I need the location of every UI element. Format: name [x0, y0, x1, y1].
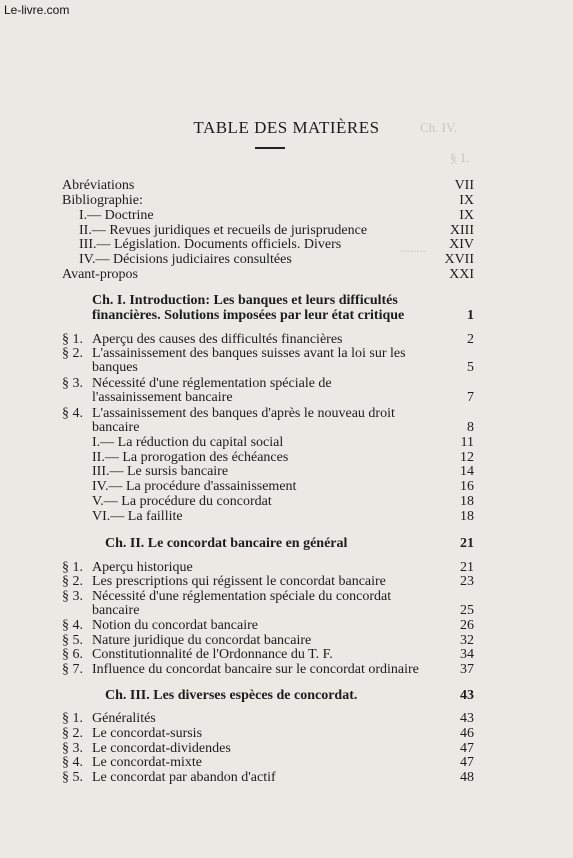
section-symbol: § 1.	[62, 560, 83, 575]
toc-entry	[0, 208, 573, 224]
toc-entry-text: Abréviations	[62, 178, 135, 193]
toc-page-number: IX	[459, 193, 474, 208]
toc-page-number: 5	[467, 360, 474, 375]
toc-entry-text: II.— La prorogation des échéances	[92, 450, 289, 465]
toc-page-number: XVII	[444, 252, 474, 267]
toc-entry-text: L'assainissement des banques suisses avant la loi sur les	[92, 346, 406, 361]
toc-entry-text: IV.— La procédure d'assainissement	[92, 479, 297, 494]
toc-page-number: 47	[460, 755, 474, 770]
toc-entry	[0, 390, 573, 406]
toc-entry-text: L'assainissement des banques d'après le nouveau droit	[92, 406, 395, 421]
toc-page-number: XIII	[449, 223, 474, 238]
toc-page-number: 47	[460, 741, 474, 756]
toc-page-number: 37	[460, 662, 474, 677]
toc-page-number: IX	[459, 208, 474, 223]
section-symbol: § 1.	[62, 332, 83, 347]
toc-page-number: 11	[460, 435, 474, 450]
section-symbol: § 3.	[62, 741, 83, 756]
toc-entry-text: Ch. II. Le concordat bancaire en général	[105, 536, 348, 551]
toc-page-number: 8	[467, 420, 474, 435]
toc-page-number: 26	[460, 618, 474, 633]
toc-page-number: VII	[454, 178, 474, 193]
toc-entry-text: Nécessité d'une réglementation spéciale de	[92, 376, 332, 391]
toc-entry	[0, 603, 573, 619]
toc-page-number: 18	[460, 509, 474, 524]
toc-entry-text: Le concordat-mixte	[92, 755, 203, 770]
toc-entry-text: financières. Solutions imposées par leur état critique	[92, 308, 405, 323]
toc-entry	[0, 178, 573, 194]
toc-entry-text: III.— Législation. Documents officiels. Divers	[79, 237, 342, 252]
section-symbol: § 4.	[62, 618, 83, 633]
toc-entry-text: V.— La procédure du concordat	[92, 494, 272, 509]
section-symbol: § 2.	[62, 726, 83, 741]
toc-entry	[0, 509, 573, 525]
bleed-through: ........	[400, 240, 426, 255]
toc-page-number: 43	[460, 688, 474, 703]
toc-entry-text: Aperçu historique	[92, 560, 193, 575]
toc-page-number: 25	[460, 603, 474, 618]
toc-entry	[0, 193, 573, 209]
watermark: Le-livre.com	[4, 3, 70, 17]
toc-page-number: 34	[460, 647, 474, 662]
toc-entry-text: Nécessité d'une réglementation spéciale du concordat	[92, 589, 392, 604]
toc-entry	[0, 420, 573, 436]
toc-page-number: 48	[460, 770, 474, 785]
section-symbol: § 6.	[62, 647, 83, 662]
toc-entry	[0, 536, 573, 552]
toc-page-number: 23	[460, 574, 474, 589]
section-symbol: § 4.	[62, 406, 83, 421]
toc-entry	[0, 464, 573, 480]
toc-entry	[0, 662, 573, 678]
toc-entry	[0, 435, 573, 451]
toc-entry-text: II.— Revues juridiques et recueils de jurisprudence	[79, 223, 368, 238]
section-symbol: § 3.	[62, 376, 83, 391]
section-symbol: § 5.	[62, 633, 83, 648]
toc-page-number: 46	[460, 726, 474, 741]
bleed-through: § 1.	[450, 150, 470, 165]
toc-entry	[0, 755, 573, 771]
toc-entry-text: Constitutionnalité de l'Ordonnance du T. F.	[92, 647, 333, 662]
toc-entry-text: I.— La réduction du capital social	[92, 435, 284, 450]
toc-page-number: 21	[460, 536, 474, 551]
toc-entry-text: III.— Le sursis bancaire	[92, 464, 229, 479]
toc-page-number: 1	[467, 308, 474, 323]
toc-entry-text: IV.— Décisions judiciaires consultées	[79, 252, 292, 267]
section-symbol: § 2.	[62, 574, 83, 589]
toc-entry-text: Avant-propos	[62, 267, 138, 282]
section-symbol: § 1.	[62, 711, 83, 726]
toc-entry	[0, 770, 573, 786]
toc-entry-text: Le concordat-dividendes	[92, 741, 231, 756]
bleed-through: Ch. IV.	[420, 120, 457, 135]
toc-entry	[0, 267, 573, 283]
toc-entry-text: VI.— La faillite	[92, 509, 183, 524]
toc-entry-text: Ch. I. Introduction: Les banques et leurs difficultés	[92, 293, 398, 308]
toc-entry	[0, 618, 573, 634]
toc-entry	[0, 726, 573, 742]
toc-entry	[0, 308, 573, 324]
toc-entry-text: l'assainissement bancaire	[92, 390, 233, 405]
section-symbol: § 5.	[62, 770, 83, 785]
toc-entry	[0, 252, 573, 268]
toc-page-number: XXI	[449, 267, 474, 282]
toc-page-number: 7	[467, 390, 474, 405]
toc-page-number: 16	[460, 479, 474, 494]
toc-entry	[0, 360, 573, 376]
toc-entry	[0, 647, 573, 663]
toc-entry-text: Influence du concordat bancaire sur le concordat ordinaire	[92, 662, 419, 677]
toc-page-number: 2	[467, 332, 474, 347]
toc-entry-text: bancaire	[92, 603, 140, 618]
toc-page-number: XIV	[449, 237, 474, 252]
section-symbol: § 4.	[62, 755, 83, 770]
toc-page-number: 21	[460, 560, 474, 575]
section-symbol: § 3.	[62, 589, 83, 604]
toc-entry-text: Généralités	[92, 711, 156, 726]
toc-entry	[0, 293, 573, 309]
section-symbol: § 7.	[62, 662, 83, 677]
page-title: TABLE DES MATIÈRES	[193, 118, 380, 137]
toc-entry	[0, 688, 573, 704]
toc-page-number: 18	[460, 494, 474, 509]
toc-entry	[0, 711, 573, 727]
toc-entry-text: Aperçu des causes des difficultés financières	[92, 332, 343, 347]
toc-page-number: 43	[460, 711, 474, 726]
toc-entry-text: Bibliographie:	[62, 193, 143, 208]
toc-entry-text: banques	[92, 360, 138, 375]
toc-entry-text: Nature juridique du concordat bancaire	[92, 633, 312, 648]
section-symbol: § 2.	[62, 346, 83, 361]
toc-entry-text: Ch. III. Les diverses espèces de concordat.	[105, 688, 358, 703]
toc-page-number: 14	[460, 464, 474, 479]
toc-page-number: 32	[460, 633, 474, 648]
toc-entry	[0, 574, 573, 590]
title-rule	[255, 147, 285, 149]
toc-entry-text: bancaire	[92, 420, 140, 435]
toc-entry	[0, 479, 573, 495]
toc-entry	[0, 494, 573, 510]
toc-entry-text: Le concordat-sursis	[92, 726, 203, 741]
toc-entry-text: I.— Doctrine	[79, 208, 154, 223]
toc-entry	[0, 237, 573, 253]
toc-entry-text: Notion du concordat bancaire	[92, 618, 258, 633]
toc-entry-text: Les prescriptions qui régissent le concordat bancaire	[92, 574, 386, 589]
toc-page-number: 12	[460, 450, 474, 465]
toc-entry-text: Le concordat par abandon d'actif	[92, 770, 276, 785]
